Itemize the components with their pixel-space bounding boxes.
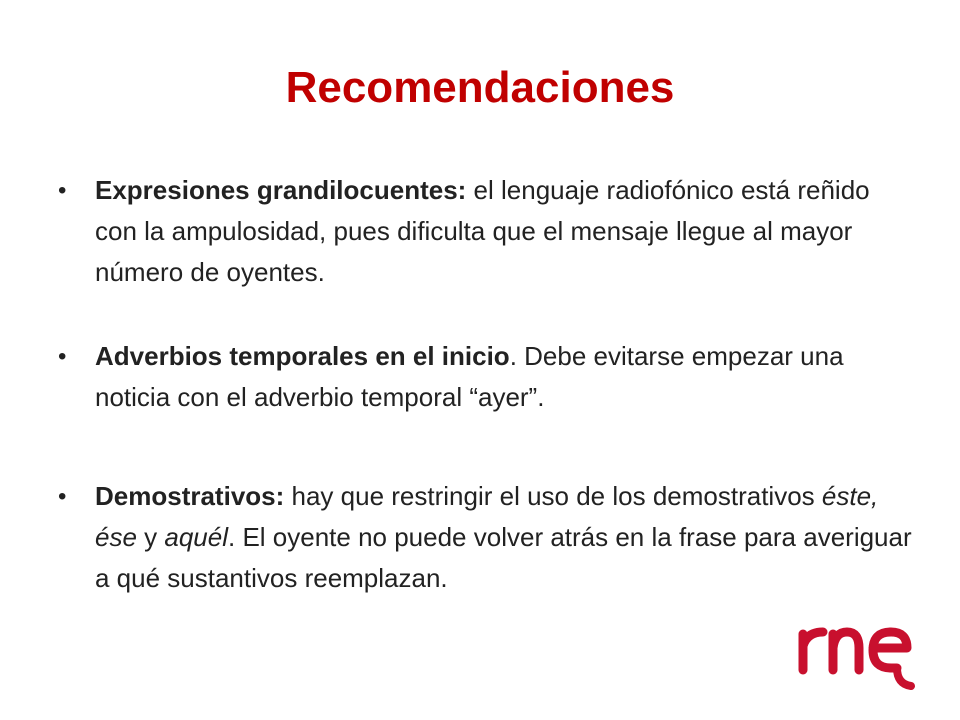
bullet-dot-icon: • [58, 343, 67, 370]
bullet-term: Expresiones grandilocuentes: [95, 175, 467, 205]
rne-logo [795, 610, 917, 690]
bullet-italic-text: aquél [164, 522, 228, 552]
bullet-dot-icon: • [58, 177, 67, 204]
bullet-term: Demostrativos: [95, 481, 285, 511]
bullet-text: . Debe evitarse empezar una noticia con el adverbio temporal “ayer”. [95, 341, 844, 412]
slide-title: Recomendaciones [285, 63, 675, 112]
bullet-text: hay que restringir el uso de los demostrativos [284, 481, 822, 511]
bullet-item [58, 476, 915, 599]
bullet-text: y [136, 522, 165, 552]
bullet-dot-icon: • [58, 483, 67, 510]
bullet-term: Adverbios temporales en el inicio [95, 341, 510, 371]
bullet-item [58, 336, 915, 418]
bullet-text: . El oyente no puede volver atrás en la frase para averiguar a qué sustantivos reemplazan. [95, 522, 912, 593]
bullet-text: el lenguaje radiofónico está reñido con la ampulosidad, pues dificulta que el mensaje llegue al mayor número de oyentes. [95, 175, 870, 287]
bullet-italic-text: éste, ése [95, 481, 879, 552]
bullet-item [58, 170, 915, 293]
